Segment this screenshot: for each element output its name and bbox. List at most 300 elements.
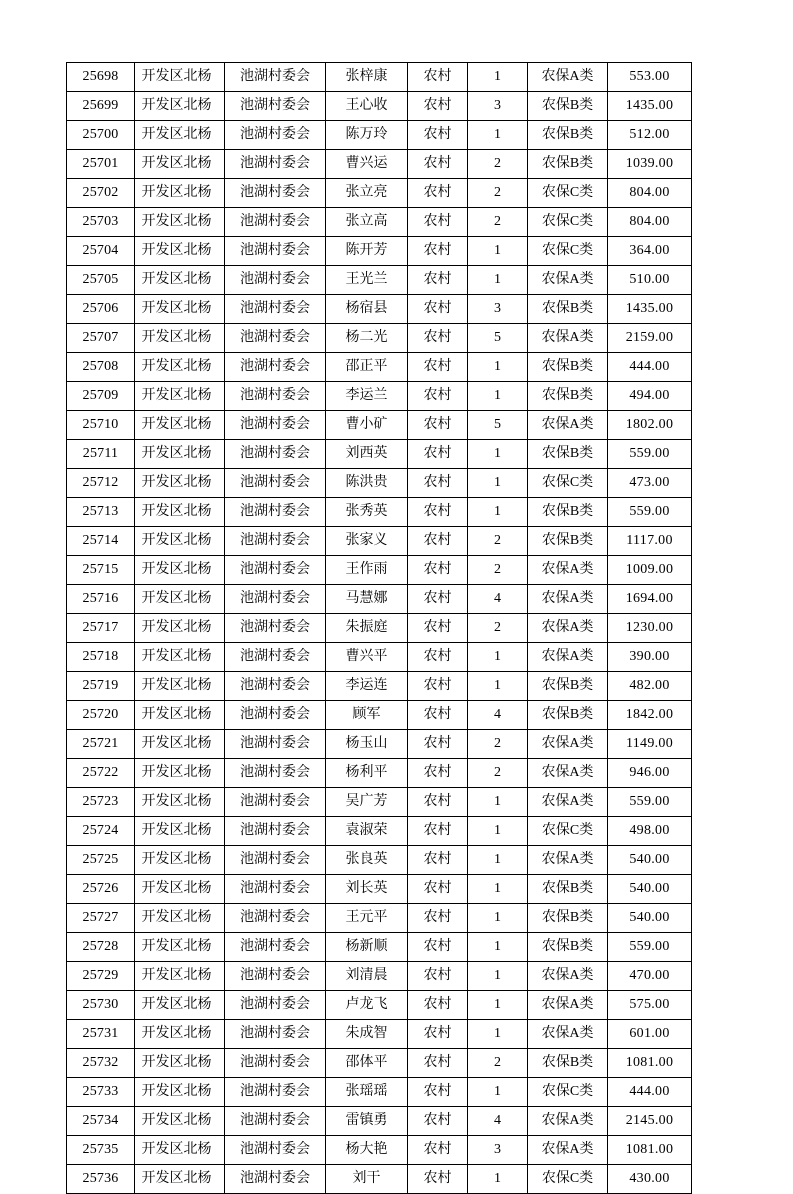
row-region: 开发区北杨 <box>135 92 225 121</box>
row-amount: 1802.00 <box>608 411 692 440</box>
row-id: 25723 <box>67 788 135 817</box>
row-person-count: 1 <box>468 672 528 701</box>
row-village: 池湖村委会 <box>225 933 326 962</box>
row-village: 池湖村委会 <box>225 962 326 991</box>
row-household-type: 农村 <box>408 179 468 208</box>
row-amount: 946.00 <box>608 759 692 788</box>
row-region: 开发区北杨 <box>135 469 225 498</box>
row-person-count: 1 <box>468 904 528 933</box>
row-id: 25706 <box>67 295 135 324</box>
table-row <box>67 991 692 1020</box>
row-category: 农保C类 <box>528 817 608 846</box>
row-household-type: 农村 <box>408 788 468 817</box>
table-row <box>67 295 692 324</box>
row-region: 开发区北杨 <box>135 701 225 730</box>
row-region: 开发区北杨 <box>135 614 225 643</box>
row-region: 开发区北杨 <box>135 759 225 788</box>
row-category: 农保A类 <box>528 1107 608 1136</box>
row-region: 开发区北杨 <box>135 353 225 382</box>
row-person-count: 1 <box>468 788 528 817</box>
row-household-type: 农村 <box>408 904 468 933</box>
row-region: 开发区北杨 <box>135 1136 225 1165</box>
row-village: 池湖村委会 <box>225 411 326 440</box>
table-row <box>67 324 692 353</box>
row-amount: 1435.00 <box>608 295 692 324</box>
row-region: 开发区北杨 <box>135 295 225 324</box>
row-region: 开发区北杨 <box>135 150 225 179</box>
row-village: 池湖村委会 <box>225 1049 326 1078</box>
table-row <box>67 788 692 817</box>
row-category: 农保B类 <box>528 672 608 701</box>
table-row <box>67 498 692 527</box>
row-village: 池湖村委会 <box>225 643 326 672</box>
row-name: 吴广芳 <box>326 788 408 817</box>
row-person-count: 3 <box>468 92 528 121</box>
row-id: 25698 <box>67 63 135 92</box>
row-person-count: 4 <box>468 701 528 730</box>
row-region: 开发区北杨 <box>135 1020 225 1049</box>
row-region: 开发区北杨 <box>135 846 225 875</box>
row-id: 25730 <box>67 991 135 1020</box>
row-category: 农保C类 <box>528 237 608 266</box>
row-region: 开发区北杨 <box>135 1165 225 1194</box>
row-household-type: 农村 <box>408 1107 468 1136</box>
row-amount: 1117.00 <box>608 527 692 556</box>
table-row <box>67 759 692 788</box>
row-household-type: 农村 <box>408 1020 468 1049</box>
row-amount: 444.00 <box>608 1078 692 1107</box>
row-amount: 1081.00 <box>608 1136 692 1165</box>
row-person-count: 2 <box>468 1049 528 1078</box>
row-amount: 540.00 <box>608 904 692 933</box>
row-household-type: 农村 <box>408 991 468 1020</box>
row-category: 农保A类 <box>528 324 608 353</box>
row-village: 池湖村委会 <box>225 730 326 759</box>
row-amount: 1230.00 <box>608 614 692 643</box>
row-village: 池湖村委会 <box>225 63 326 92</box>
row-person-count: 1 <box>468 121 528 150</box>
row-id: 25709 <box>67 382 135 411</box>
row-household-type: 农村 <box>408 1136 468 1165</box>
row-village: 池湖村委会 <box>225 150 326 179</box>
row-amount: 390.00 <box>608 643 692 672</box>
row-category: 农保C类 <box>528 469 608 498</box>
row-village: 池湖村委会 <box>225 266 326 295</box>
row-amount: 512.00 <box>608 121 692 150</box>
row-id: 25736 <box>67 1165 135 1194</box>
row-village: 池湖村委会 <box>225 788 326 817</box>
row-category: 农保B类 <box>528 440 608 469</box>
row-category: 农保C类 <box>528 208 608 237</box>
row-amount: 444.00 <box>608 353 692 382</box>
row-amount: 1039.00 <box>608 150 692 179</box>
row-region: 开发区北杨 <box>135 63 225 92</box>
row-village: 池湖村委会 <box>225 1020 326 1049</box>
row-region: 开发区北杨 <box>135 324 225 353</box>
row-name: 袁淑荣 <box>326 817 408 846</box>
row-person-count: 1 <box>468 1078 528 1107</box>
row-name: 杨玉山 <box>326 730 408 759</box>
row-person-count: 1 <box>468 962 528 991</box>
row-category: 农保C类 <box>528 179 608 208</box>
row-category: 农保A类 <box>528 759 608 788</box>
beneficiary-table <box>66 62 692 1194</box>
row-amount: 559.00 <box>608 788 692 817</box>
row-village: 池湖村委会 <box>225 759 326 788</box>
row-region: 开发区北杨 <box>135 527 225 556</box>
row-id: 25728 <box>67 933 135 962</box>
row-id: 25722 <box>67 759 135 788</box>
table-row <box>67 208 692 237</box>
table-row <box>67 353 692 382</box>
row-person-count: 1 <box>468 1165 528 1194</box>
table-row <box>67 933 692 962</box>
row-household-type: 农村 <box>408 875 468 904</box>
row-person-count: 1 <box>468 353 528 382</box>
row-region: 开发区北杨 <box>135 266 225 295</box>
row-village: 池湖村委会 <box>225 817 326 846</box>
row-name: 陈开芳 <box>326 237 408 266</box>
row-id: 25715 <box>67 556 135 585</box>
row-id: 25717 <box>67 614 135 643</box>
row-person-count: 3 <box>468 1136 528 1165</box>
table-row <box>67 1136 692 1165</box>
row-household-type: 农村 <box>408 353 468 382</box>
table-row <box>67 92 692 121</box>
row-category: 农保C类 <box>528 1165 608 1194</box>
row-amount: 482.00 <box>608 672 692 701</box>
row-id: 25720 <box>67 701 135 730</box>
row-person-count: 5 <box>468 411 528 440</box>
row-person-count: 2 <box>468 614 528 643</box>
table-row <box>67 266 692 295</box>
row-household-type: 农村 <box>408 846 468 875</box>
table-row <box>67 411 692 440</box>
row-region: 开发区北杨 <box>135 962 225 991</box>
row-household-type: 农村 <box>408 498 468 527</box>
row-village: 池湖村委会 <box>225 585 326 614</box>
row-region: 开发区北杨 <box>135 991 225 1020</box>
row-region: 开发区北杨 <box>135 556 225 585</box>
row-person-count: 1 <box>468 469 528 498</box>
row-name: 李运兰 <box>326 382 408 411</box>
row-name: 陈万玲 <box>326 121 408 150</box>
table-row <box>67 962 692 991</box>
row-name: 马慧娜 <box>326 585 408 614</box>
row-amount: 540.00 <box>608 875 692 904</box>
row-village: 池湖村委会 <box>225 1078 326 1107</box>
row-name: 张瑶瑶 <box>326 1078 408 1107</box>
row-village: 池湖村委会 <box>225 498 326 527</box>
row-village: 池湖村委会 <box>225 556 326 585</box>
row-amount: 470.00 <box>608 962 692 991</box>
row-amount: 494.00 <box>608 382 692 411</box>
row-amount: 430.00 <box>608 1165 692 1194</box>
row-amount: 1009.00 <box>608 556 692 585</box>
row-id: 25702 <box>67 179 135 208</box>
row-name: 杨新顺 <box>326 933 408 962</box>
row-region: 开发区北杨 <box>135 730 225 759</box>
row-village: 池湖村委会 <box>225 1136 326 1165</box>
table-row <box>67 179 692 208</box>
row-category: 农保A类 <box>528 266 608 295</box>
row-name: 卢龙飞 <box>326 991 408 1020</box>
row-household-type: 农村 <box>408 730 468 759</box>
row-name: 王光兰 <box>326 266 408 295</box>
row-household-type: 农村 <box>408 933 468 962</box>
row-id: 25724 <box>67 817 135 846</box>
row-household-type: 农村 <box>408 92 468 121</box>
row-village: 池湖村委会 <box>225 1107 326 1136</box>
row-person-count: 5 <box>468 324 528 353</box>
row-amount: 1435.00 <box>608 92 692 121</box>
row-person-count: 2 <box>468 730 528 759</box>
row-category: 农保A类 <box>528 846 608 875</box>
table-row <box>67 469 692 498</box>
row-category: 农保A类 <box>528 1136 608 1165</box>
row-region: 开发区北杨 <box>135 179 225 208</box>
row-village: 池湖村委会 <box>225 1165 326 1194</box>
table-row <box>67 904 692 933</box>
table-row <box>67 672 692 701</box>
table-row <box>67 585 692 614</box>
row-name: 曹兴平 <box>326 643 408 672</box>
row-category: 农保A类 <box>528 1020 608 1049</box>
row-household-type: 农村 <box>408 962 468 991</box>
table-row <box>67 121 692 150</box>
row-amount: 559.00 <box>608 933 692 962</box>
row-id: 25718 <box>67 643 135 672</box>
row-id: 25729 <box>67 962 135 991</box>
table-row <box>67 875 692 904</box>
row-village: 池湖村委会 <box>225 208 326 237</box>
row-region: 开发区北杨 <box>135 643 225 672</box>
row-person-count: 2 <box>468 527 528 556</box>
row-region: 开发区北杨 <box>135 498 225 527</box>
row-village: 池湖村委会 <box>225 440 326 469</box>
row-name: 张立高 <box>326 208 408 237</box>
table-row <box>67 643 692 672</box>
row-village: 池湖村委会 <box>225 179 326 208</box>
row-category: 农保B类 <box>528 295 608 324</box>
row-household-type: 农村 <box>408 817 468 846</box>
row-category: 农保A类 <box>528 556 608 585</box>
row-person-count: 2 <box>468 208 528 237</box>
row-id: 25711 <box>67 440 135 469</box>
row-category: 农保A类 <box>528 991 608 1020</box>
table-row <box>67 1020 692 1049</box>
row-household-type: 农村 <box>408 324 468 353</box>
row-person-count: 2 <box>468 179 528 208</box>
row-region: 开发区北杨 <box>135 788 225 817</box>
row-village: 池湖村委会 <box>225 469 326 498</box>
row-village: 池湖村委会 <box>225 672 326 701</box>
row-name: 李运连 <box>326 672 408 701</box>
row-category: 农保A类 <box>528 585 608 614</box>
row-village: 池湖村委会 <box>225 324 326 353</box>
row-household-type: 农村 <box>408 469 468 498</box>
row-village: 池湖村委会 <box>225 846 326 875</box>
row-person-count: 1 <box>468 643 528 672</box>
row-id: 25708 <box>67 353 135 382</box>
row-category: 农保B类 <box>528 121 608 150</box>
row-name: 杨利平 <box>326 759 408 788</box>
row-category: 农保B类 <box>528 92 608 121</box>
row-id: 25727 <box>67 904 135 933</box>
row-category: 农保B类 <box>528 498 608 527</box>
row-household-type: 农村 <box>408 1165 468 1194</box>
row-amount: 1081.00 <box>608 1049 692 1078</box>
row-person-count: 1 <box>468 846 528 875</box>
row-id: 25710 <box>67 411 135 440</box>
row-name: 雷镇勇 <box>326 1107 408 1136</box>
row-id: 25707 <box>67 324 135 353</box>
row-id: 25714 <box>67 527 135 556</box>
row-person-count: 1 <box>468 817 528 846</box>
row-category: 农保B类 <box>528 904 608 933</box>
row-category: 农保A类 <box>528 788 608 817</box>
row-household-type: 农村 <box>408 411 468 440</box>
row-person-count: 1 <box>468 382 528 411</box>
row-person-count: 1 <box>468 266 528 295</box>
table-row <box>67 701 692 730</box>
row-amount: 2145.00 <box>608 1107 692 1136</box>
row-name: 顾军 <box>326 701 408 730</box>
table-row <box>67 440 692 469</box>
row-person-count: 1 <box>468 498 528 527</box>
row-name: 王元平 <box>326 904 408 933</box>
row-name: 王心收 <box>326 92 408 121</box>
row-household-type: 农村 <box>408 1049 468 1078</box>
table-row <box>67 527 692 556</box>
row-id: 25735 <box>67 1136 135 1165</box>
row-name: 陈洪贵 <box>326 469 408 498</box>
row-category: 农保B类 <box>528 150 608 179</box>
row-amount: 804.00 <box>608 208 692 237</box>
row-name: 张立亮 <box>326 179 408 208</box>
row-id: 25725 <box>67 846 135 875</box>
row-region: 开发区北杨 <box>135 1078 225 1107</box>
row-name: 张梓康 <box>326 63 408 92</box>
row-amount: 498.00 <box>608 817 692 846</box>
row-id: 25726 <box>67 875 135 904</box>
row-category: 农保A类 <box>528 63 608 92</box>
row-person-count: 1 <box>468 933 528 962</box>
row-person-count: 1 <box>468 991 528 1020</box>
row-category: 农保A类 <box>528 962 608 991</box>
row-household-type: 农村 <box>408 701 468 730</box>
row-id: 25700 <box>67 121 135 150</box>
row-category: 农保A类 <box>528 730 608 759</box>
row-village: 池湖村委会 <box>225 382 326 411</box>
row-village: 池湖村委会 <box>225 295 326 324</box>
row-name: 刘清晨 <box>326 962 408 991</box>
row-amount: 804.00 <box>608 179 692 208</box>
row-amount: 1694.00 <box>608 585 692 614</box>
table-row <box>67 1078 692 1107</box>
table-row <box>67 382 692 411</box>
row-amount: 510.00 <box>608 266 692 295</box>
row-name: 杨大艳 <box>326 1136 408 1165</box>
row-amount: 1842.00 <box>608 701 692 730</box>
row-category: 农保A类 <box>528 411 608 440</box>
row-region: 开发区北杨 <box>135 440 225 469</box>
row-id: 25721 <box>67 730 135 759</box>
row-amount: 2159.00 <box>608 324 692 353</box>
table-row <box>67 63 692 92</box>
row-category: 农保A类 <box>528 643 608 672</box>
table-row <box>67 614 692 643</box>
row-person-count: 1 <box>468 237 528 266</box>
row-category: 农保B类 <box>528 701 608 730</box>
row-village: 池湖村委会 <box>225 237 326 266</box>
row-category: 农保B类 <box>528 353 608 382</box>
row-name: 张家义 <box>326 527 408 556</box>
row-village: 池湖村委会 <box>225 904 326 933</box>
row-region: 开发区北杨 <box>135 1107 225 1136</box>
row-category: 农保B类 <box>528 875 608 904</box>
row-village: 池湖村委会 <box>225 701 326 730</box>
table-row <box>67 237 692 266</box>
row-person-count: 2 <box>468 759 528 788</box>
row-village: 池湖村委会 <box>225 121 326 150</box>
row-household-type: 农村 <box>408 208 468 237</box>
row-household-type: 农村 <box>408 63 468 92</box>
row-village: 池湖村委会 <box>225 991 326 1020</box>
row-amount: 575.00 <box>608 991 692 1020</box>
table-row <box>67 150 692 179</box>
row-household-type: 农村 <box>408 295 468 324</box>
row-village: 池湖村委会 <box>225 353 326 382</box>
row-name: 杨宿县 <box>326 295 408 324</box>
row-amount: 1149.00 <box>608 730 692 759</box>
row-id: 25716 <box>67 585 135 614</box>
row-person-count: 1 <box>468 440 528 469</box>
table-row <box>67 817 692 846</box>
row-name: 朱振庭 <box>326 614 408 643</box>
row-region: 开发区北杨 <box>135 121 225 150</box>
row-person-count: 4 <box>468 585 528 614</box>
row-name: 杨二光 <box>326 324 408 353</box>
row-region: 开发区北杨 <box>135 1049 225 1078</box>
row-household-type: 农村 <box>408 614 468 643</box>
row-person-count: 2 <box>468 556 528 585</box>
row-name: 邵正平 <box>326 353 408 382</box>
row-amount: 559.00 <box>608 498 692 527</box>
row-id: 25713 <box>67 498 135 527</box>
row-id: 25703 <box>67 208 135 237</box>
row-household-type: 农村 <box>408 440 468 469</box>
row-name: 曹小矿 <box>326 411 408 440</box>
row-person-count: 2 <box>468 150 528 179</box>
row-id: 25719 <box>67 672 135 701</box>
table-row <box>67 1049 692 1078</box>
row-household-type: 农村 <box>408 527 468 556</box>
row-name: 刘长英 <box>326 875 408 904</box>
row-id: 25701 <box>67 150 135 179</box>
row-amount: 601.00 <box>608 1020 692 1049</box>
row-village: 池湖村委会 <box>225 614 326 643</box>
row-id: 25704 <box>67 237 135 266</box>
row-category: 农保A类 <box>528 614 608 643</box>
row-region: 开发区北杨 <box>135 237 225 266</box>
row-category: 农保B类 <box>528 382 608 411</box>
row-region: 开发区北杨 <box>135 817 225 846</box>
table-row <box>67 730 692 759</box>
row-household-type: 农村 <box>408 382 468 411</box>
row-person-count: 1 <box>468 875 528 904</box>
row-region: 开发区北杨 <box>135 933 225 962</box>
